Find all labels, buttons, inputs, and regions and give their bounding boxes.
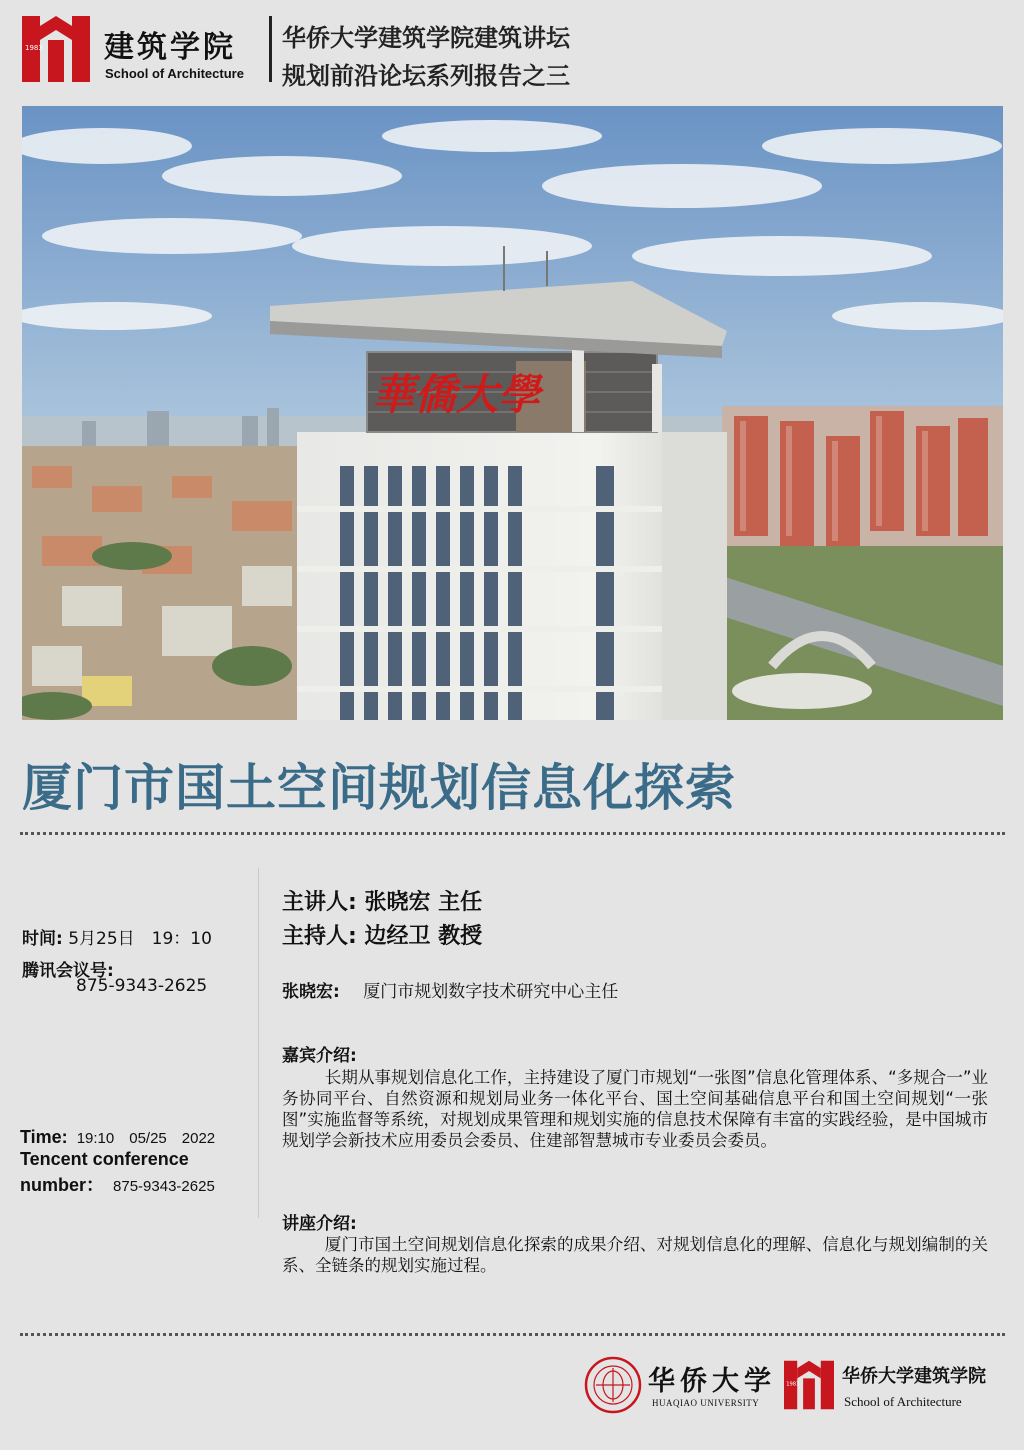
speaker-description [282,977,618,1002]
time-row [22,924,212,949]
header-divider [269,16,272,82]
en-conference-label: Tencent conference [20,1149,189,1169]
lecture-intro-text: 厦门市国土空间规划信息化探索的成果介绍、对规划信息化的理解、信息化与规划编制的关系、全链条的规划实施过程。 [282,1235,988,1275]
lecture-title: 厦门市国土空间规划信息化探索 [22,759,736,817]
lecture-intro-heading: 讲座介绍: [282,1214,357,1234]
dotted-divider-bottom [20,1333,1005,1336]
logo-school-name-en: School of Architecture [105,66,244,81]
forum-series-title: 华侨大学建筑学院建筑讲坛 [282,24,570,52]
university-seal-icon [584,1356,642,1414]
university-name-en: HUAQIAO UNIVERSITY [652,1398,760,1408]
school-footer-logo-icon [784,1360,834,1410]
guest-intro-text: 长期从事规划信息化工作，主持建设了厦门市规划“一张图”信息化管理体系、“多规合一”业务协同平台、自然资源和规划局业务一体化平台、国土空间基础信息平台和国土空间规划“一张图”实施监督等系统，对规划成果管理和规划实施的信息技术保障有丰富的实践经验，是中国城市规划学会新技术应用委员会委员、住建部智慧城市专业委员会委员。 [282,1068,988,1150]
time-label: 时间: [22,929,63,949]
column-divider [258,868,259,1218]
meeting-label: 腾讯会议号: [22,961,114,981]
host-line: 主持人: 边经卫 教授 [282,924,483,949]
speaker-line: 主讲人: 张晓宏 主任 [282,890,483,915]
logo-school-name: 建筑学院 [104,30,236,65]
school-name-cn-footer: 华侨大学建筑学院 [842,1366,986,1387]
university-name-cn: 华侨大学 [648,1366,776,1397]
logo-year: 1983 [25,44,43,52]
dotted-divider-top [20,832,1005,835]
school-name-en-footer: School of Architecture [844,1394,962,1409]
school-logo-icon [22,16,90,82]
meeting-number: 875-9343-2625 [76,976,208,996]
en-time-label: Time: [20,1127,68,1147]
guest-intro-heading: 嘉宾介绍: [282,1046,357,1066]
footer-logo-year: 1983 [786,1381,800,1388]
en-time-row [20,1127,215,1148]
speaker-role: 厦门市规划数字技术研究中心主任 [363,982,619,1002]
speaker-name: 张晓宏: [282,982,340,1002]
campus-building-photo [22,106,1003,720]
en-number-label: number： [20,1175,105,1195]
photo-sign-text: 華僑大學 [372,370,541,419]
en-time-value: 19:10 05/25 2022 [76,1130,216,1147]
en-number-row [20,1171,215,1197]
time-value: 5月25日 19：10 [68,929,212,949]
forum-series-subtitle: 规划前沿论坛系列报告之三 [282,62,570,90]
en-number-value: 875-9343-2625 [113,1178,215,1195]
